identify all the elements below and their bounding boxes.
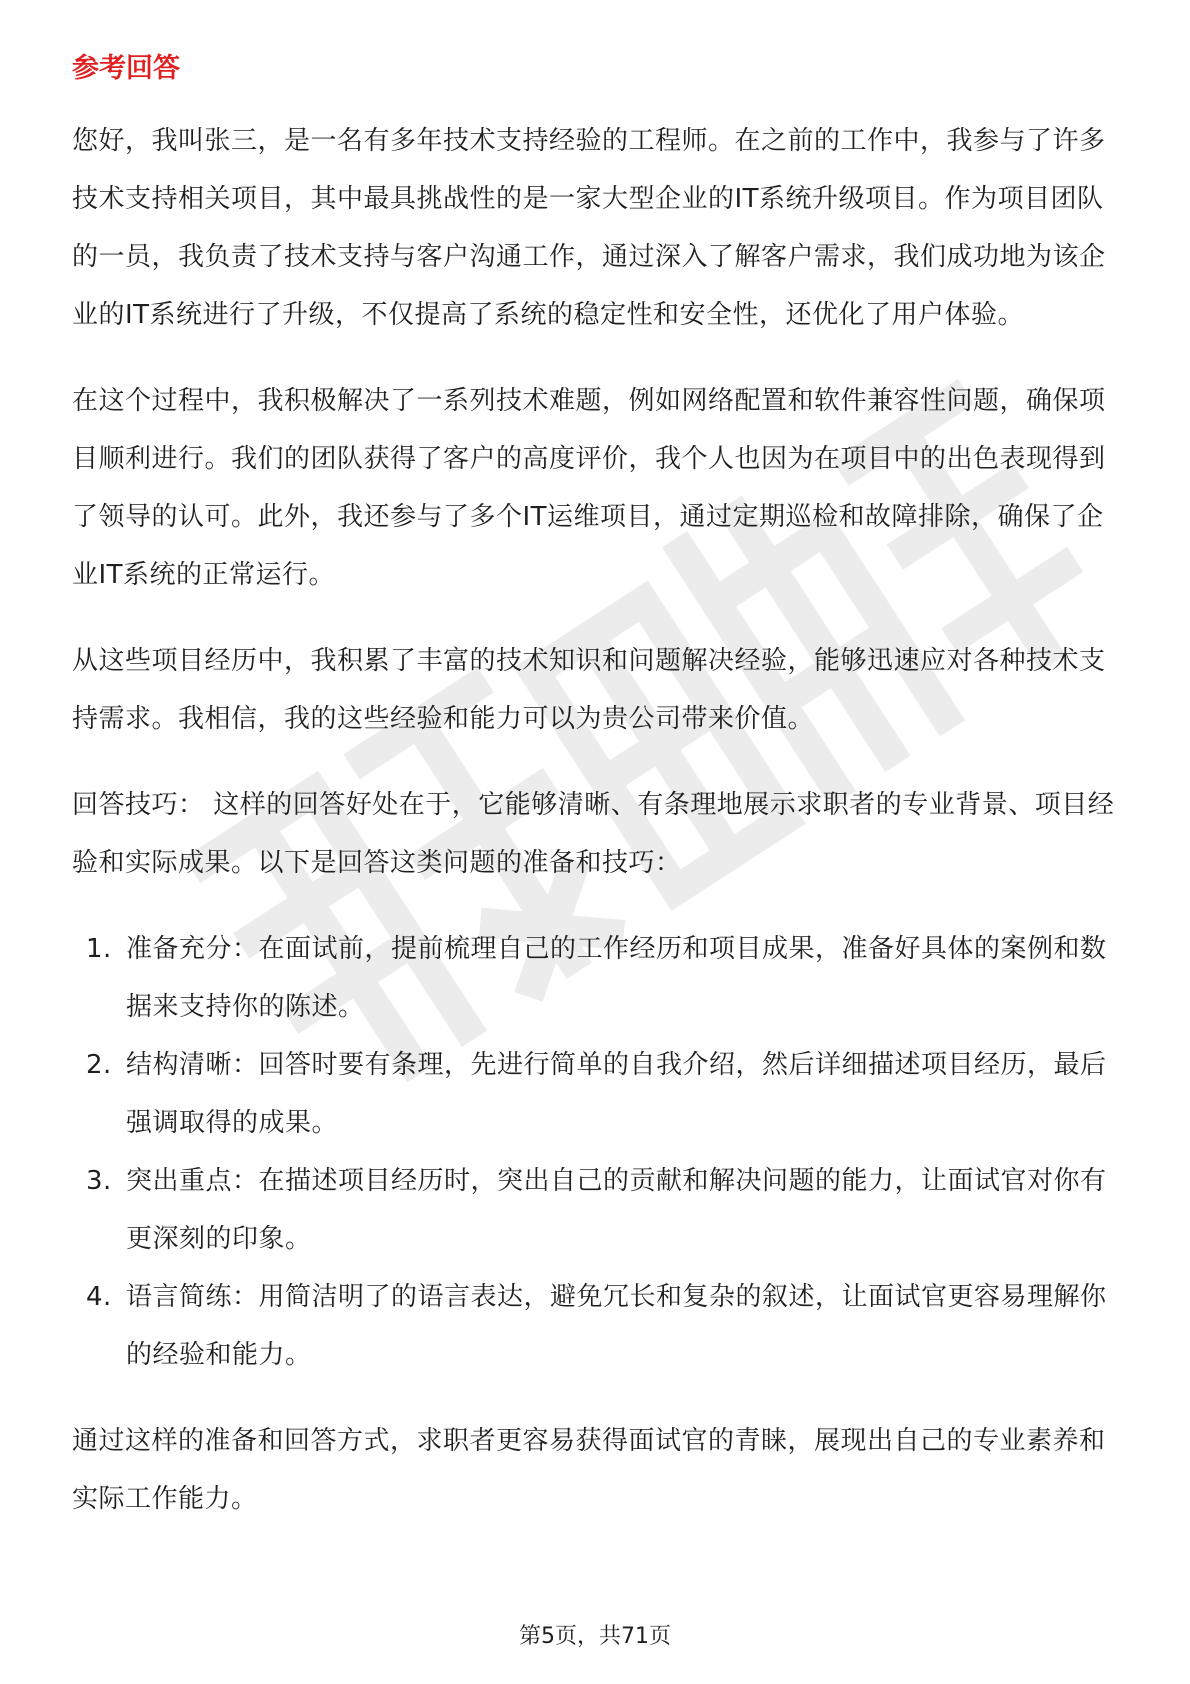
document-content — [72, 40, 1118, 1556]
tips-intro-paragraph: 回答技巧： 这样的回答好处在于，它能够清晰、有条理地展示求职者的专业背景、项目经验和实际成果。以下是回答这类问题的准备和技巧： — [72, 790, 1115, 878]
list-item-number: 1. — [86, 934, 112, 964]
list-item — [72, 1268, 1118, 1384]
list-item-number: 4. — [86, 1282, 112, 1312]
list-item-text: 语言简练：用简洁明了的语言表达，避免冗长和复杂的叙述，让面试官更容易理解你的经验和能力。 — [126, 1282, 1107, 1370]
list-item-number: 3. — [86, 1166, 112, 1196]
list-item-number: 2. — [86, 1050, 112, 1080]
summary-paragraph: 从这些项目经历中，我积累了丰富的技术知识和问题解决经验，能够迅速应对各种技术支持需求。我相信，我的这些经验和能力可以为贵公司带来价值。 — [72, 646, 1106, 734]
list-item-text: 结构清晰：回答时要有条理，先进行简单的自我介绍，然后详细描述项目经历，最后强调取得的成果。 — [126, 1050, 1107, 1138]
section-heading: 参考回答 — [72, 53, 180, 84]
tips-list — [72, 920, 1118, 1384]
process-paragraph: 在这个过程中，我积极解决了一系列技术难题，例如网络配置和软件兼容性问题，确保项目顺利进行。我们的团队获得了客户的高度评价，我个人也因为在项目中的出色表现得到了领导的认可。此外，我还参与了多个IT运维项目，通过定期巡检和故障排除，确保了企业IT系统的正常运行。 — [72, 386, 1106, 590]
list-item-text: 突出重点：在描述项目经历时，突出自己的贡献和解决问题的能力，让面试官对你有更深刻的印象。 — [126, 1166, 1107, 1254]
intro-paragraph: 您好，我叫张三，是一名有多年技术支持经验的工程师。在之前的工作中，我参与了许多技术支持相关项目，其中最具挑战性的是一家大型企业的IT系统升级项目。作为项目团队的一员，我负责了技术支持与客户沟通工作，通过深入了解客户需求，我们成功地为该企业的IT系统进行了升级，不仅提高了系统的稳定性和安全性，还优化了用户体验。 — [72, 126, 1106, 330]
page-number-footer: 第5页，共71页 — [519, 1624, 671, 1649]
list-item — [72, 1036, 1118, 1152]
list-item-text: 准备充分：在面试前，提前梳理自己的工作经历和项目成果，准备好具体的案例和数据来支持你的陈述。 — [126, 934, 1107, 1022]
closing-paragraph: 通过这样的准备和回答方式，求职者更容易获得面试官的青睐，展现出自己的专业素养和实际工作能力。 — [72, 1426, 1106, 1514]
list-item — [72, 920, 1118, 1036]
list-item — [72, 1152, 1118, 1268]
